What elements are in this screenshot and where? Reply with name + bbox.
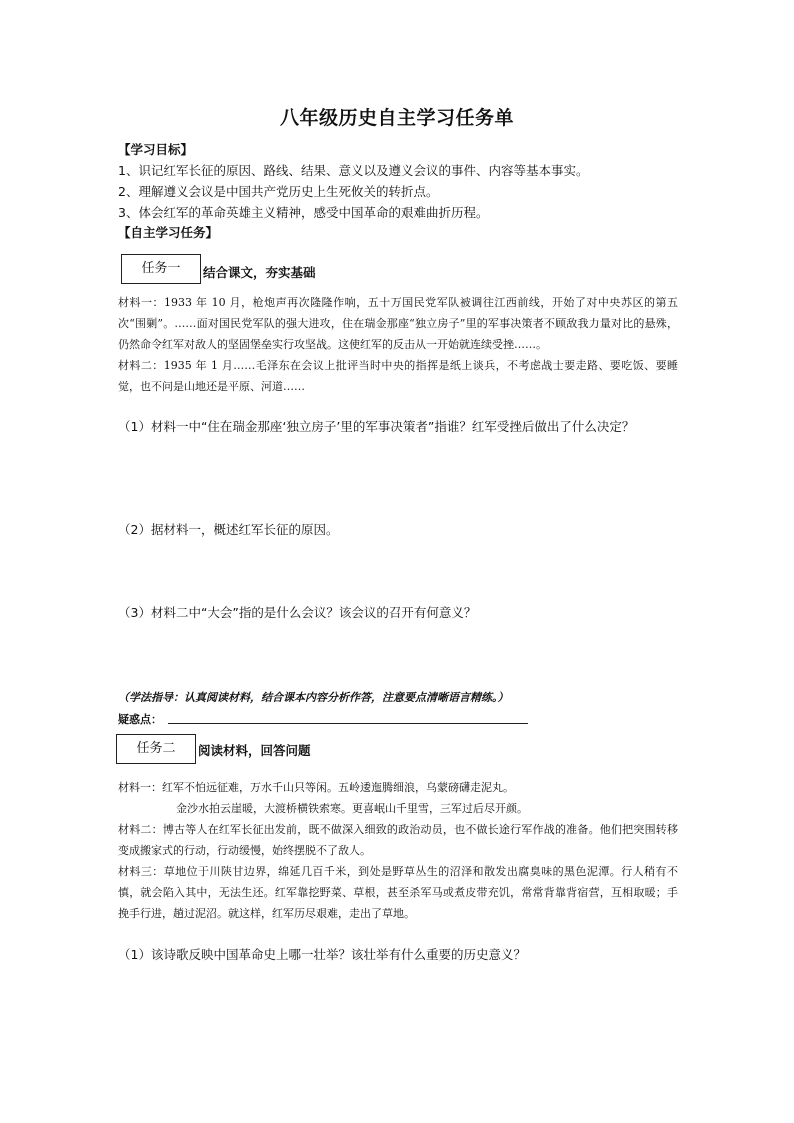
task2-question-1: （1）该诗歌反映中国革命史上哪一壮举？该壮举有什么重要的历史意义？ bbox=[118, 947, 526, 962]
page-title: 八年级历史自主学习任务单 bbox=[279, 107, 514, 129]
task1-materials bbox=[118, 292, 678, 397]
tasks-heading: 【自主学习任务】 bbox=[118, 225, 219, 240]
task1-question-2: （2）据材料一，概述红军长征的原因。 bbox=[118, 522, 339, 537]
task2-box: 任务二 bbox=[116, 734, 196, 764]
task1-box: 任务一 bbox=[121, 254, 201, 284]
task2-material-2: 材料二：博古等人在红军长征出发前，既不做深入细致的政治动员，也不做长途行军作战的准备。他们把突围转移变成搬家式的行动，行动缓慢，始终摆脱不了敌人。 bbox=[118, 823, 678, 857]
objective-item-2: 2、理解遵义会议是中国共产党历史上生死攸关的转折点。 bbox=[118, 184, 439, 199]
task1-material-1: 材料一：1933 年 10 月，枪炮声再次隆隆作响，五十万国民党军队被调往江西前线，开始了对中央苏区的第五次“围剿”。……面对国民党军队的强大进攻，住在瑞金那座“独立房子”里的军事决策者不顾敌我力量对比的悬殊，仍然命令红军对敌人的坚固堡垒实行攻坚战。这使红军的反击从一开始就连续受挫……。 bbox=[118, 296, 678, 351]
study-hint: （学法指导：认真阅读材料，结合课本内容分析作答，注意要点清晰语言精练。） bbox=[118, 691, 509, 704]
task1-question-3: （3）材料二中“大会”指的是什么会议？该会议的召开有何意义？ bbox=[118, 605, 477, 620]
task1-material-2: 材料二：1935 年 1 月……毛泽东在会议上批评当时中央的指挥是纸上谈兵，不考虑战士要走路、要吃饭、要睡觉，也不问是山地还是平原、河道…… bbox=[118, 359, 678, 393]
objective-item-1: 1、识记红军长征的原因、路线、结果、意义以及遵义会议的事件、内容等基本事实。 bbox=[118, 163, 589, 178]
task2-material-1-line-1: 材料一：红军不怕远征难，万水千山只等闲。五岭逶迤腾细浪，乌蒙磅礴走泥丸。 bbox=[118, 781, 514, 794]
task2-material-3: 材料三：草地位于川陕甘边界，绵延几百千米，到处是野草丛生的沼泽和散发出腐臭味的黑色泥潭。行人稍有不慎，就会陷入其中，无法生还。红军靠挖野菜、草根，甚至杀军马或煮皮带充饥，常常背靠背宿营，互相取暖；手挽手行进，趟过泥沼。就这样，红军历尽艰难，走出了草地。 bbox=[118, 865, 678, 920]
task1-label: 结合课文，夯实基础 bbox=[203, 265, 316, 280]
objectives-heading: 【学习目标】 bbox=[118, 142, 194, 157]
task2-label: 阅读材料，回答问题 bbox=[198, 743, 311, 758]
doubt-label: 疑惑点： bbox=[118, 713, 162, 726]
objective-item-3: 3、体会红军的革命英雄主义精神，感受中国革命的艰难曲折历程。 bbox=[118, 205, 489, 220]
task2-material-1-line-2: 金沙水拍云崖暖，大渡桥横铁索寒。更喜岷山千里雪，三军过后尽开颜。 bbox=[176, 802, 528, 815]
task2-materials bbox=[118, 777, 678, 924]
task1-question-1: （1）材料一中“住在瑞金那座‘独立房子’里的军事决策者”指谁？红军受挫后做出了什么决定？ bbox=[118, 419, 635, 434]
doubt-answer-line[interactable] bbox=[168, 723, 528, 724]
